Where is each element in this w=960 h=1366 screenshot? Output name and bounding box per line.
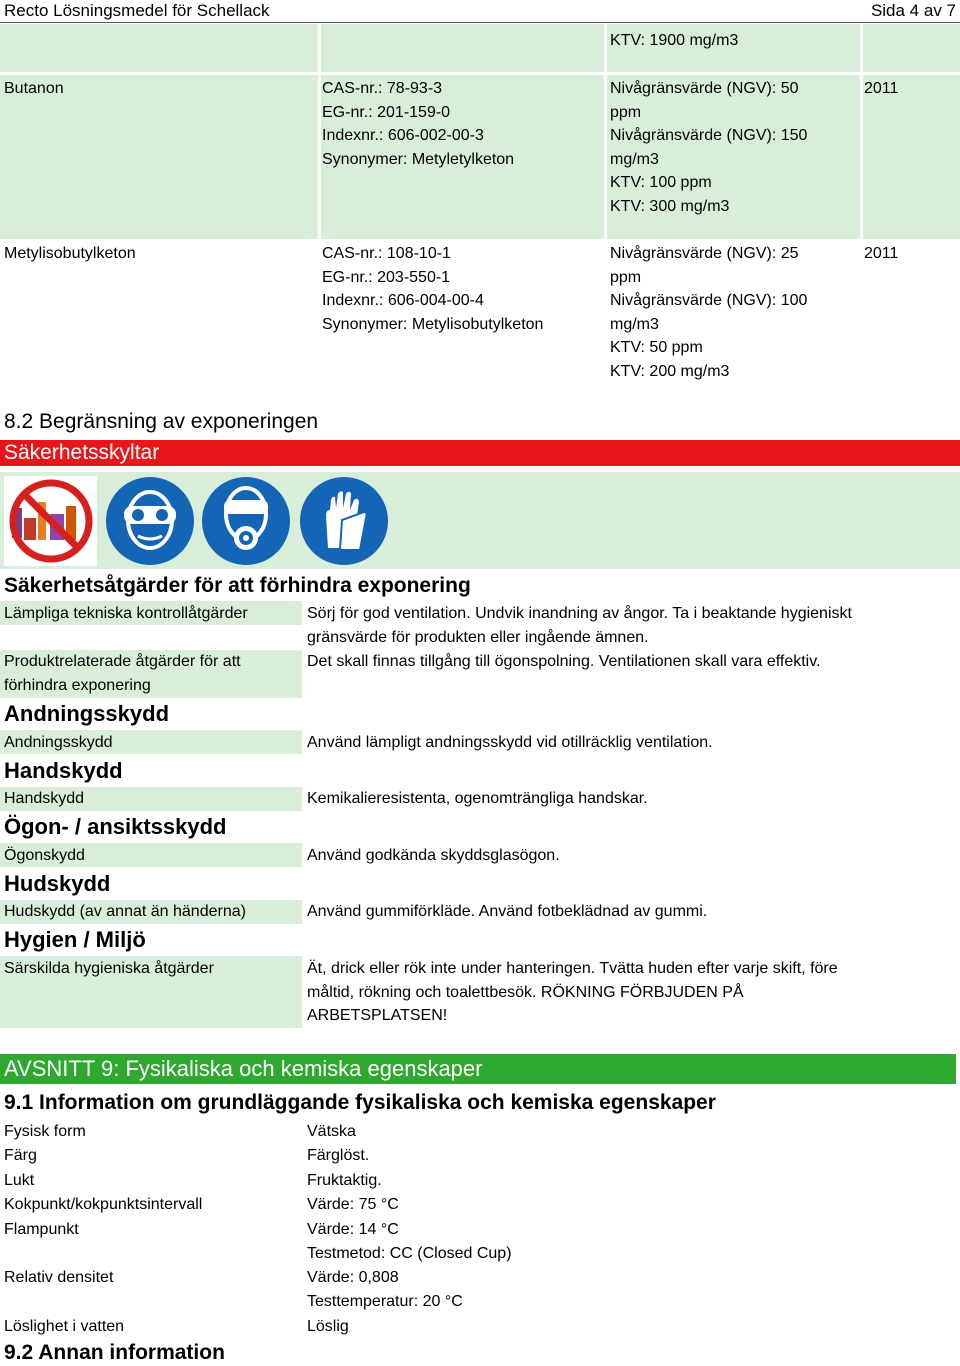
respiratory-value: Använd lämpligt andningsskydd vid otillräcklig ventilation.	[307, 734, 713, 751]
limit-value: KTV: 50 ppm	[610, 339, 703, 356]
index-number: Indexnr.: 606-002-00-3	[322, 127, 484, 144]
respirator-icon	[200, 476, 293, 566]
prop-label: Fysisk form	[4, 1123, 86, 1140]
limit-value: KTV: 100 ppm	[610, 174, 712, 191]
tech-controls-value	[307, 602, 852, 649]
hand-heading: Handskydd	[4, 758, 123, 783]
safety-goggles-icon	[104, 476, 197, 566]
eye-value: Använd godkända skyddsglasögon.	[307, 847, 560, 864]
prop-value: Fruktaktig.	[307, 1172, 382, 1189]
limit-value-cont: KTV: 1900 mg/m3	[610, 32, 739, 49]
limit-value: KTV: 200 mg/m3	[610, 362, 730, 380]
limit-value: Nivågränsvärde (NGV): 150	[610, 127, 808, 144]
text-line: Värde: 14 °C	[307, 1221, 399, 1238]
cas-number: CAS-nr.: 108-10-1	[322, 245, 451, 262]
section-9-1-heading: 9.1 Information om grundläggande fysikaliska och kemiska egenskaper	[4, 1091, 716, 1114]
hand-value: Kemikalieresistenta, ogenomträngliga handskar.	[307, 790, 648, 807]
prop-label: Relativ densitet	[4, 1269, 114, 1286]
eye-heading: Ögon- / ansiktsskydd	[4, 814, 227, 839]
section-heading-8-2: 8.2 Begränsning av exponeringen	[4, 410, 319, 433]
skin-value: Använd gummiförkläde. Använd fotbeklädnad av gummi.	[307, 903, 708, 920]
product-measures-value: Det skall finnas tillgång till ögonspolning. Ventilationen skall vara effektiv.	[307, 653, 821, 670]
substance-ids	[322, 77, 514, 171]
hygiene-label: Särskilda hygieniska åtgärder	[4, 960, 214, 977]
document-title: Recto Lösningsmedel för Schellack	[4, 1, 270, 20]
limit-value: KTV: 300 mg/m3	[610, 197, 730, 215]
page-number: Sida 4 av 7	[870, 1, 956, 20]
limit-value: ppm	[610, 268, 642, 286]
limit-value: Nivågränsvärde (NGV): 100	[610, 292, 808, 309]
synonyms: Synonymer: Metylisobutylketon	[322, 315, 544, 333]
hand-label: Handskydd	[4, 790, 85, 807]
limit-value: mg/m3	[610, 150, 659, 168]
substance-name: Butanon	[4, 80, 64, 97]
cas-number: CAS-nr.: 78-93-3	[322, 80, 443, 97]
limit-value: ppm	[610, 103, 642, 121]
limit-value: Nivågränsvärde (NGV): 25	[610, 245, 799, 262]
eye-label: Ögonskydd	[4, 847, 85, 864]
text-line: Testmetod: CC (Closed Cup)	[307, 1244, 512, 1262]
skin-heading: Hudskydd	[4, 871, 111, 896]
text-line: gränsvärde för produkten eller ingående ämnen.	[307, 628, 649, 646]
limits-cell-bg	[863, 24, 960, 72]
hygiene-value	[307, 957, 838, 1028]
protective-gloves-icon	[298, 476, 391, 566]
tech-controls-label: Lämpliga tekniska kontrollåtgärder	[4, 605, 248, 622]
prop-label: Färg	[4, 1147, 37, 1164]
respiratory-label: Andningsskydd	[4, 734, 113, 751]
prop-value	[307, 1266, 463, 1313]
respiratory-heading: Andningsskydd	[4, 701, 170, 726]
measures-heading: Säkerhetsåtgärder för att förhindra exponering	[4, 574, 471, 597]
limits-cell-bg	[321, 24, 604, 72]
eg-number: EG-nr.: 203-550-1	[322, 268, 451, 286]
prop-value	[307, 1218, 512, 1265]
limit-year: 2011	[864, 245, 899, 262]
prop-value: Vätska	[307, 1123, 356, 1140]
prop-label: Kokpunkt/kokpunktsintervall	[4, 1196, 203, 1213]
text-line: ARBETSPLATSEN!	[307, 1007, 448, 1024]
hygiene-heading: Hygien / Miljö	[4, 927, 146, 952]
safety-signs-bar: Säkerhetsskyltar	[0, 440, 960, 466]
text-line: Sörj för god ventilation. Undvik inandning av ångor. Ta i beaktande hygieniskt	[307, 605, 852, 622]
product-measures-label	[4, 650, 241, 697]
text-line: Ät, drick eller rök inte under hanteringen. Tvätta huden efter varje skift, före	[307, 960, 838, 977]
no-fire-icon	[4, 476, 97, 566]
prop-value: Löslig	[307, 1318, 349, 1335]
prop-label: Lukt	[4, 1172, 35, 1189]
limit-value: mg/m3	[610, 315, 659, 333]
eg-number: EG-nr.: 201-159-0	[322, 103, 451, 121]
section-9-2-heading: 9.2 Annan information	[4, 1341, 225, 1364]
text-line: förhindra exponering	[4, 676, 151, 694]
text-line: Produktrelaterade åtgärder för att	[4, 653, 241, 670]
synonyms: Synonymer: Metyletylketon	[322, 150, 515, 168]
prop-value: Värde: 75 °C	[307, 1196, 399, 1213]
section-9-bar: AVSNITT 9: Fysikaliska och kemiska egenskaper	[0, 1054, 956, 1084]
limit-values	[610, 242, 807, 383]
text-line: Värde: 0,808	[307, 1269, 399, 1286]
substance-name: Metylisobutylketon	[4, 245, 136, 262]
header-divider	[0, 22, 960, 23]
limits-cell-bg	[0, 24, 318, 72]
text-line: Testtemperatur: 20 °C	[307, 1292, 463, 1310]
limit-year: 2011	[864, 80, 899, 97]
substance-ids	[322, 242, 543, 336]
prop-label: Löslighet i vatten	[4, 1318, 125, 1335]
prop-label: Flampunkt	[4, 1221, 79, 1238]
skin-label: Hudskydd (av annat än händerna)	[4, 903, 246, 920]
index-number: Indexnr.: 606-004-00-4	[322, 292, 484, 309]
limit-values	[610, 77, 807, 218]
prop-value: Färglöst.	[307, 1147, 370, 1164]
limit-value: Nivågränsvärde (NGV): 50	[610, 80, 799, 97]
text-line: måltid, rökning och toalettbesök. RÖKNING FÖRBJUDEN PÅ	[307, 983, 744, 1001]
